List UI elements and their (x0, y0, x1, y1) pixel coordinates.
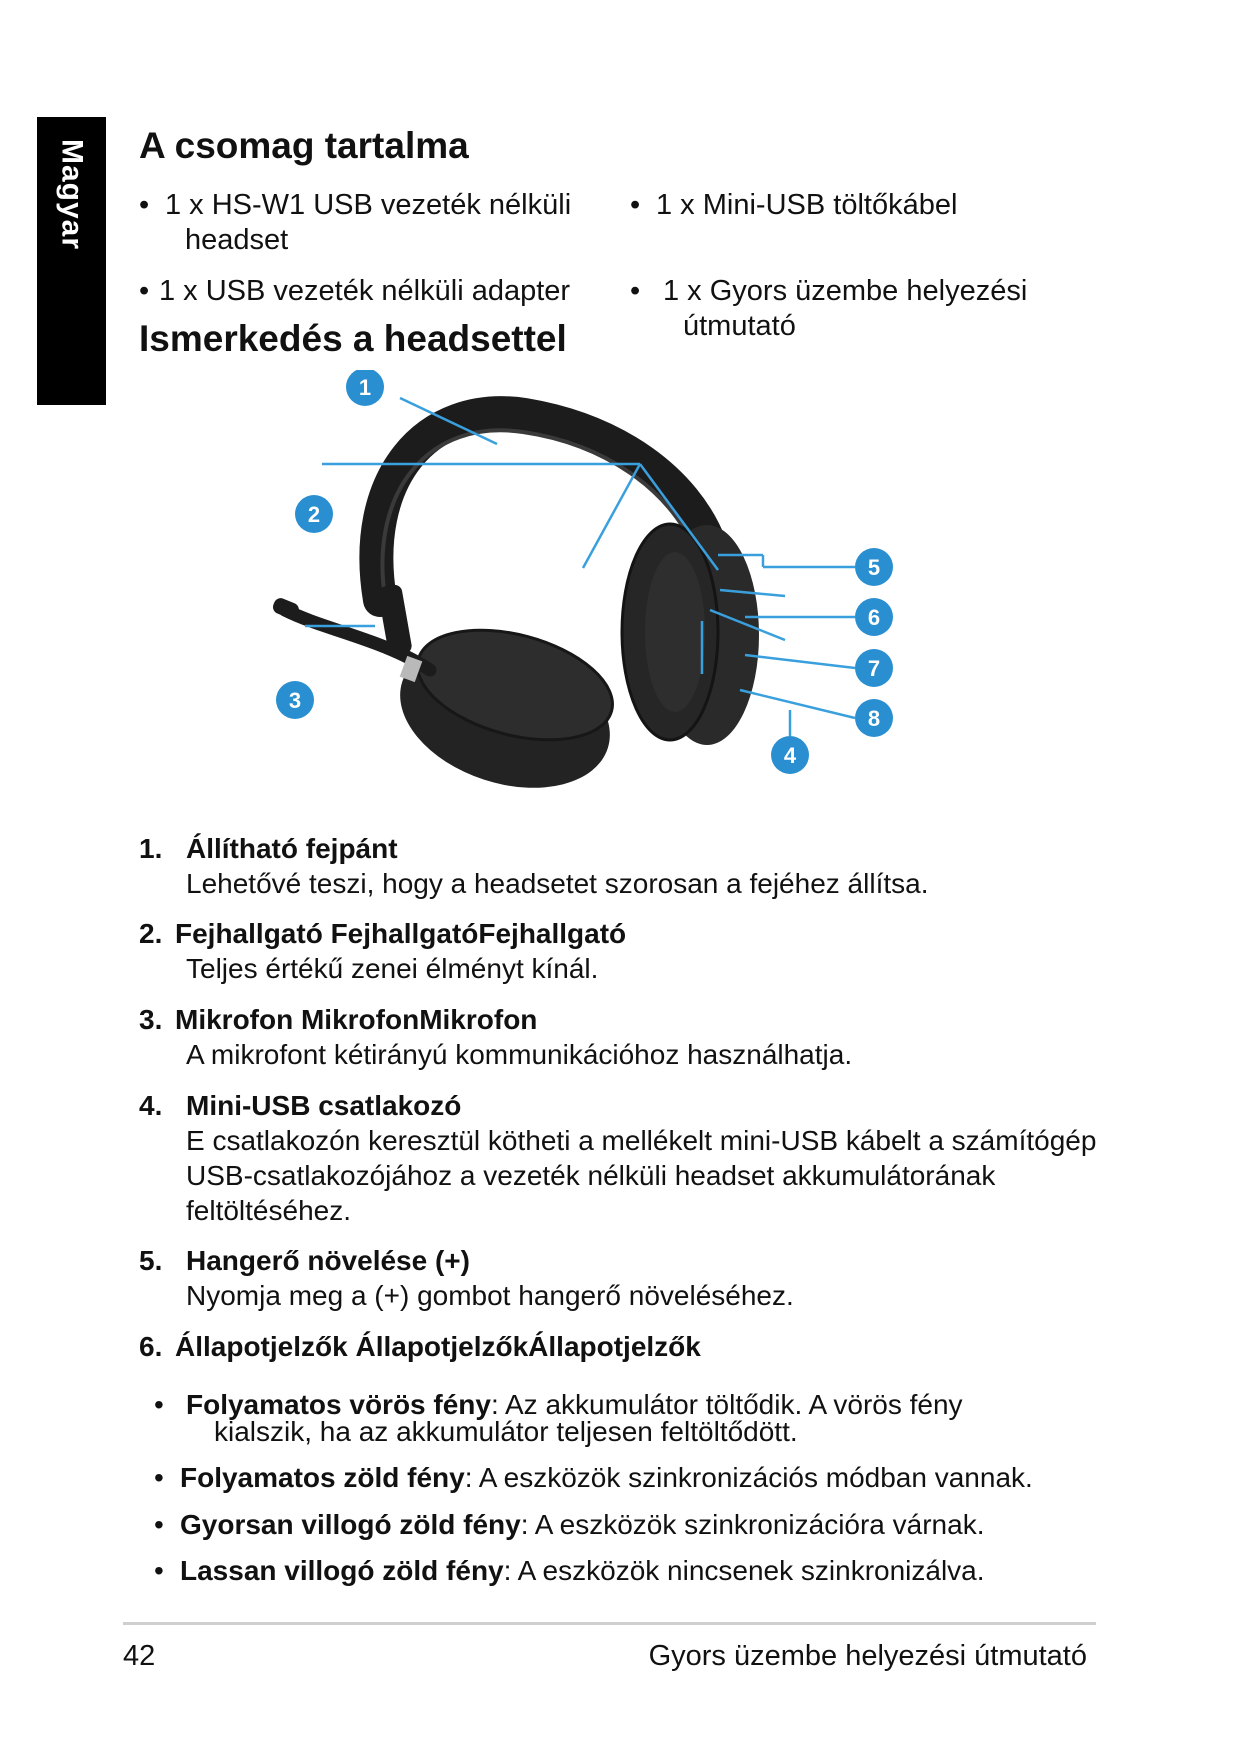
svg-text:6: 6 (867, 605, 881, 630)
part-description: Lehetővé teszi, hogy a headsetet szorosan a fejéhez állítsa. (186, 868, 929, 899)
page-number: 42 (123, 1640, 156, 1672)
part-item-6: 6. Állapotjelzők ÁllapotjelzőkÁllapotjelzők (139, 1329, 1099, 1364)
status-item-green-steady: • Folyamatos zöld fény: A eszközök szinkronizációs módban vannak. (154, 1462, 1033, 1493)
part-description: Teljes értékű zenei élményt kínál. (186, 953, 599, 984)
callout-7 (855, 649, 893, 687)
list-item: • 1 x Gyors üzembe helyezési útmutató (630, 275, 1028, 342)
list-item: • 1 x Mini-USB töltőkábel (630, 189, 958, 221)
callout-1 (346, 370, 384, 406)
status-item-red: • Folyamatos vörös fény: Az akkumulátor töltődik. A vörös fény kialszik, ha az akkumulátor teljesen feltöltődött. (154, 1389, 963, 1447)
package-contents-heading: A csomag tartalma (139, 125, 469, 166)
bullet-icon: • (154, 1555, 164, 1586)
svg-text:3: 3 (288, 688, 302, 713)
list-item: • 1 x USB vezeték nélküli adapter (139, 275, 571, 307)
svg-text:4: 4 (783, 743, 797, 768)
part-description: USB-csatlakozójához a vezeték nélküli headset akkumulátorának (186, 1160, 996, 1191)
callout-3 (276, 681, 314, 719)
part-description: Nyomja meg a (+) gombot hangerő növeléséhez. (186, 1280, 794, 1311)
status-item-green-slow: • Lassan villogó zöld fény: A eszközök nincsenek szinkronizálva. (154, 1555, 985, 1586)
svg-text:2: 2 (307, 502, 321, 527)
part-title: Mini-USB csatlakozó (186, 1090, 462, 1121)
svg-text:7: 7 (867, 656, 881, 681)
part-title: Állítható fejpánt (186, 833, 398, 864)
part-description: E csatlakozón keresztül kötheti a mellékelt mini-USB kábelt a számítógép (186, 1125, 1097, 1156)
bullet-icon: • (154, 1389, 164, 1420)
bullet-icon: • (154, 1462, 164, 1493)
callout-8 (855, 699, 893, 737)
footer-title: Gyors üzembe helyezési útmutató (648, 1640, 1087, 1672)
callout-6 (855, 598, 893, 636)
footer-divider (123, 1622, 1096, 1625)
svg-text:1: 1 (358, 375, 372, 400)
language-tab (37, 117, 106, 405)
part-description: A mikrofont kétirányú kommunikációhoz használhatja. (186, 1039, 853, 1070)
headset-overview-heading: Ismerkedés a headsettel (139, 318, 567, 359)
callout-2 (295, 495, 333, 533)
part-item-1: 1. Állítható fejpánt Lehetővé teszi, hogy a headsetet szorosan a fejéhez állítsa. (139, 831, 1099, 901)
part-item-3: 3. Mikrofon MikrofonMikrofon A mikrofont kétirányú kommunikációhoz használhatja. (139, 1002, 1099, 1072)
bullet-icon: • (630, 189, 641, 221)
part-item-4: 4. Mini-USB csatlakozó E csatlakozón keresztül kötheti a mellékelt mini-USB kábelt a számítógép USB-csatlakozójához a vezeték nélküli headset akkumulátorának feltöltéséhez. (139, 1088, 1099, 1228)
part-item-2: 2. Fejhallgató FejhallgatóFejhallgató Teljes értékű zenei élményt kínál. (139, 916, 1099, 986)
part-title: Mikrofon MikrofonMikrofon (175, 1004, 538, 1035)
part-item-5: 5. Hangerő növelése (+) Nyomja meg a (+) gombot hangerő növeléséhez. (139, 1243, 1099, 1313)
svg-text:8: 8 (867, 706, 881, 731)
part-title: Állapotjelzők ÁllapotjelzőkÁllapotjelzők (175, 1331, 701, 1362)
status-item-green-fast: • Gyorsan villogó zöld fény: A eszközök szinkronizációra várnak. (154, 1509, 985, 1540)
callout-5 (855, 548, 893, 586)
bullet-icon: • (139, 275, 150, 307)
callout-4 (771, 736, 809, 774)
headset-illustration (271, 413, 759, 810)
headset-diagram (265, 370, 915, 810)
part-title: Hangerő növelése (+) (186, 1245, 470, 1276)
svg-text:5: 5 (867, 555, 881, 580)
part-title: Fejhallgató FejhallgatóFejhallgató (175, 918, 627, 949)
bullet-icon: • (139, 189, 150, 221)
bullet-icon: • (630, 275, 641, 307)
list-item: • 1 x HS-W1 USB vezeték nélküli headset (139, 189, 572, 256)
language-tab-label: Magyar (55, 139, 89, 251)
part-description: feltöltéséhez. (186, 1195, 351, 1226)
bullet-icon: • (154, 1509, 164, 1540)
